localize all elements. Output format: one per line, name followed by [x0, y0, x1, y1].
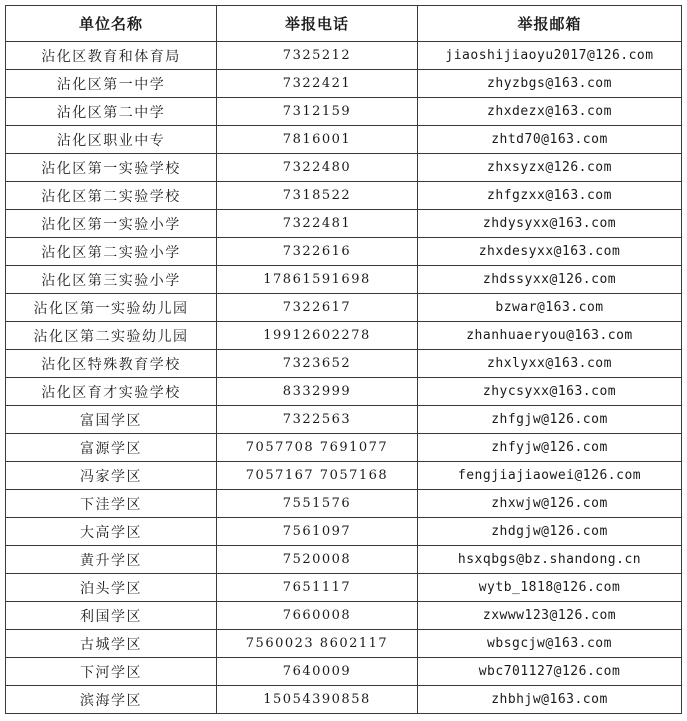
table-row: [6, 294, 682, 322]
email-cell: fengjiajiaowei@126.com: [418, 462, 682, 490]
email-cell: bzwar@163.com: [418, 294, 682, 322]
unit-name-cell: 滨海学区: [6, 686, 217, 714]
table-row: [6, 462, 682, 490]
email-cell: zhtd70@163.com: [418, 126, 682, 154]
table-row: [6, 686, 682, 714]
phone-cell: 7322616: [217, 238, 418, 266]
phone-cell: 7816001: [217, 126, 418, 154]
email-cell: zhanhuaeryou@163.com: [418, 322, 682, 350]
table-header: [6, 6, 682, 42]
email-cell: wytb_1818@126.com: [418, 574, 682, 602]
unit-name-cell: 沾化区第一中学: [6, 70, 217, 98]
phone-cell: 7660008: [217, 602, 418, 630]
phone-cell: 7520008: [217, 546, 418, 574]
email-cell: zhxwjw@126.com: [418, 490, 682, 518]
table-body: [6, 42, 682, 714]
unit-name-cell: 沾化区第一实验小学: [6, 210, 217, 238]
unit-name-cell: 古城学区: [6, 630, 217, 658]
email-cell: zhyzbgs@163.com: [418, 70, 682, 98]
table-row: [6, 98, 682, 126]
email-cell: zhdysyxx@163.com: [418, 210, 682, 238]
header-unit-name: 单位名称: [6, 6, 217, 42]
email-cell: zxwww123@126.com: [418, 602, 682, 630]
unit-name-cell: 沾化区第二中学: [6, 98, 217, 126]
table-row: [6, 602, 682, 630]
unit-name-cell: 冯家学区: [6, 462, 217, 490]
report-contact-table: [5, 5, 682, 714]
phone-cell: 7318522: [217, 182, 418, 210]
unit-name-cell: 沾化区特殊教育学校: [6, 350, 217, 378]
email-cell: zhxsyzx@126.com: [418, 154, 682, 182]
phone-cell: 19912602278: [217, 322, 418, 350]
table-row: [6, 266, 682, 294]
unit-name-cell: 沾化区第二实验学校: [6, 182, 217, 210]
unit-name-cell: 下洼学区: [6, 490, 217, 518]
unit-name-cell: 沾化区第三实验小学: [6, 266, 217, 294]
email-cell: zhfgjw@126.com: [418, 406, 682, 434]
phone-cell: 7325212: [217, 42, 418, 70]
email-cell: zhdgjw@126.com: [418, 518, 682, 546]
unit-name-cell: 沾化区第二实验幼儿园: [6, 322, 217, 350]
phone-cell: 17861591698: [217, 266, 418, 294]
table-row: [6, 490, 682, 518]
table-row: [6, 182, 682, 210]
phone-cell: 7640009: [217, 658, 418, 686]
table-row: [6, 378, 682, 406]
unit-name-cell: 沾化区教育和体育局: [6, 42, 217, 70]
table-row: [6, 658, 682, 686]
email-cell: zhxdesyxx@163.com: [418, 238, 682, 266]
email-cell: zhbhjw@163.com: [418, 686, 682, 714]
header-row: [6, 6, 682, 42]
email-cell: wbc701127@126.com: [418, 658, 682, 686]
phone-cell: 7322480: [217, 154, 418, 182]
table-row: [6, 546, 682, 574]
email-cell: hsxqbgs@bz.shandong.cn: [418, 546, 682, 574]
table-row: [6, 154, 682, 182]
table-row: [6, 70, 682, 98]
unit-name-cell: 大高学区: [6, 518, 217, 546]
phone-cell: 7322617: [217, 294, 418, 322]
email-cell: zhfgzxx@163.com: [418, 182, 682, 210]
phone-cell: 7561097: [217, 518, 418, 546]
phone-cell: 7551576: [217, 490, 418, 518]
unit-name-cell: 沾化区育才实验学校: [6, 378, 217, 406]
unit-name-cell: 黄升学区: [6, 546, 217, 574]
table-row: [6, 210, 682, 238]
phone-cell: 7322563: [217, 406, 418, 434]
email-cell: zhxlyxx@163.com: [418, 350, 682, 378]
phone-cell: 15054390858: [217, 686, 418, 714]
unit-name-cell: 泊头学区: [6, 574, 217, 602]
table-row: [6, 630, 682, 658]
unit-name-cell: 富源学区: [6, 434, 217, 462]
table-row: [6, 42, 682, 70]
table-row: [6, 406, 682, 434]
table-row: [6, 518, 682, 546]
table-row: [6, 126, 682, 154]
table-row: [6, 322, 682, 350]
table-row: [6, 434, 682, 462]
phone-cell: 7057708 7691077: [217, 434, 418, 462]
unit-name-cell: 沾化区第一实验学校: [6, 154, 217, 182]
email-cell: jiaoshijiaoyu2017@126.com: [418, 42, 682, 70]
phone-cell: 7323652: [217, 350, 418, 378]
unit-name-cell: 下河学区: [6, 658, 217, 686]
table-row: [6, 574, 682, 602]
email-cell: zhfyjw@126.com: [418, 434, 682, 462]
phone-cell: 7560023 8602117: [217, 630, 418, 658]
phone-cell: 8332999: [217, 378, 418, 406]
unit-name-cell: 利国学区: [6, 602, 217, 630]
header-report-phone: 举报电话: [217, 6, 418, 42]
table-row: [6, 238, 682, 266]
email-cell: wbsgcjw@163.com: [418, 630, 682, 658]
unit-name-cell: 沾化区第二实验小学: [6, 238, 217, 266]
phone-cell: 7312159: [217, 98, 418, 126]
phone-cell: 7322481: [217, 210, 418, 238]
table-row: [6, 350, 682, 378]
email-cell: zhycsyxx@163.com: [418, 378, 682, 406]
email-cell: zhdssyxx@126.com: [418, 266, 682, 294]
email-cell: zhxdezx@163.com: [418, 98, 682, 126]
unit-name-cell: 沾化区第一实验幼儿园: [6, 294, 217, 322]
phone-cell: 7651117: [217, 574, 418, 602]
phone-cell: 7322421: [217, 70, 418, 98]
unit-name-cell: 富国学区: [6, 406, 217, 434]
header-report-email: 举报邮箱: [418, 6, 682, 42]
unit-name-cell: 沾化区职业中专: [6, 126, 217, 154]
phone-cell: 7057167 7057168: [217, 462, 418, 490]
